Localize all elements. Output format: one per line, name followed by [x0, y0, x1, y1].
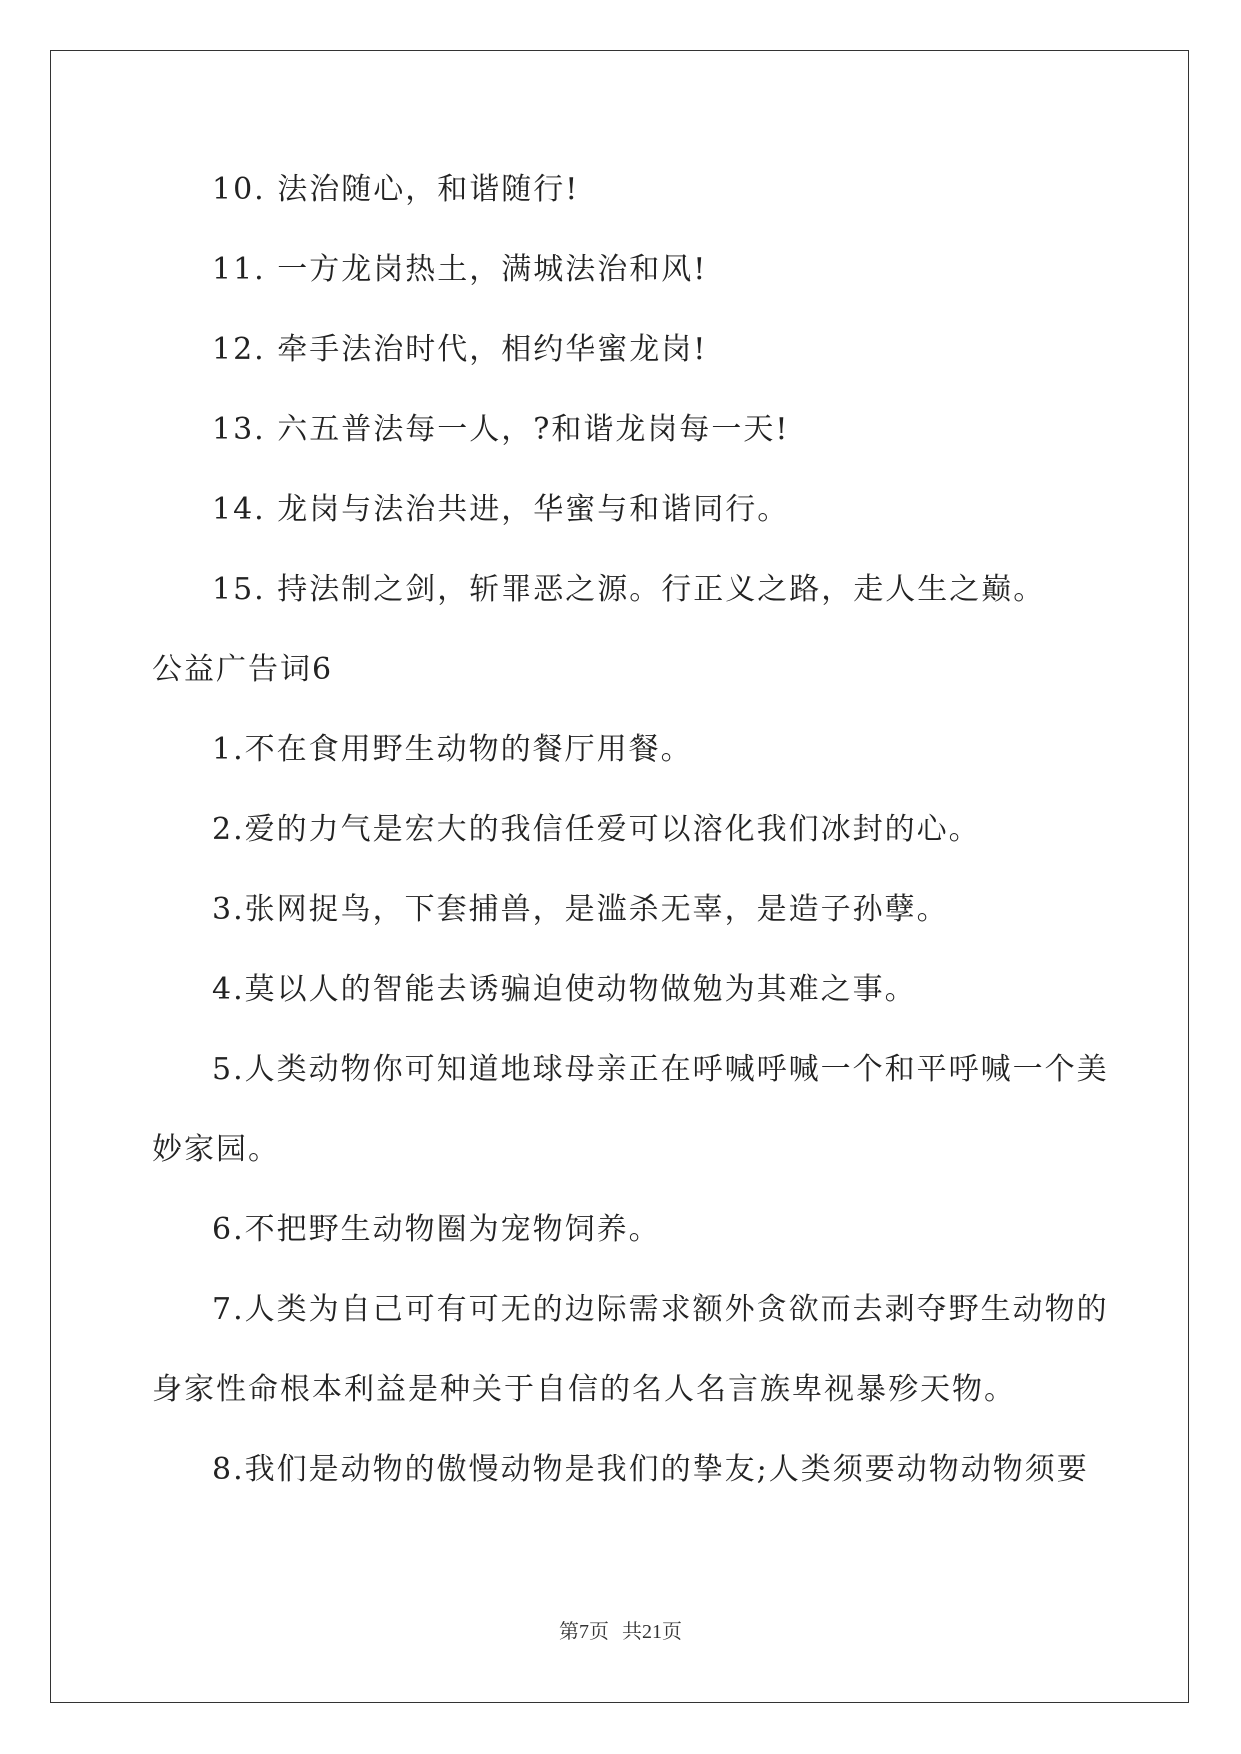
list-item-5: 5.人类动物你可知道地球母亲正在呼喊呼喊一个和平呼喊一个美	[212, 1052, 1109, 1087]
list-item-5-continued: 妙家园。	[152, 1132, 280, 1167]
page-total: 共21页	[622, 1621, 682, 1643]
list-item-8: 8.我们是动物的傲慢动物是我们的挚友;人类须要动物动物须要	[212, 1452, 1089, 1487]
page-number: 第7页	[559, 1621, 609, 1643]
list-item-7-continued: 身家性命根本利益是种关于自信的名人名言族卑视暴殄天物。	[152, 1372, 1016, 1407]
slogan-line-10: 10. 法治随心，和谐随行!	[212, 172, 580, 207]
page-footer	[0, 1620, 1241, 1644]
slogan-line-11: 11. 一方龙岗热土，满城法治和风!	[212, 252, 708, 287]
list-item-3: 3.张网捉鸟，下套捕兽，是滥杀无辜，是造子孙孽。	[212, 892, 949, 927]
slogan-line-15: 15. 持法制之剑，斩罪恶之源。行正义之路，走人生之巅。	[212, 572, 1046, 607]
section-heading: 公益广告词6	[152, 652, 334, 687]
slogan-line-13: 13. 六五普法每一人，?和谐龙岗每一天!	[212, 412, 790, 447]
list-item-2: 2.爱的力气是宏大的我信任爱可以溶化我们冰封的心。	[212, 812, 981, 847]
list-item-1: 1.不在食用野生动物的餐厅用餐。	[212, 732, 693, 767]
list-item-6: 6.不把野生动物圈为宠物饲养。	[212, 1212, 661, 1247]
list-item-7: 7.人类为自己可有可无的边际需求额外贪欲而去剥夺野生动物的	[212, 1292, 1109, 1327]
slogan-line-14: 14. 龙岗与法治共进，华蜜与和谐同行。	[212, 492, 790, 527]
slogan-line-12: 12. 牵手法治时代，相约华蜜龙岗!	[212, 332, 708, 367]
list-item-4: 4.莫以人的智能去诱骗迫使动物做勉为其难之事。	[212, 972, 917, 1007]
